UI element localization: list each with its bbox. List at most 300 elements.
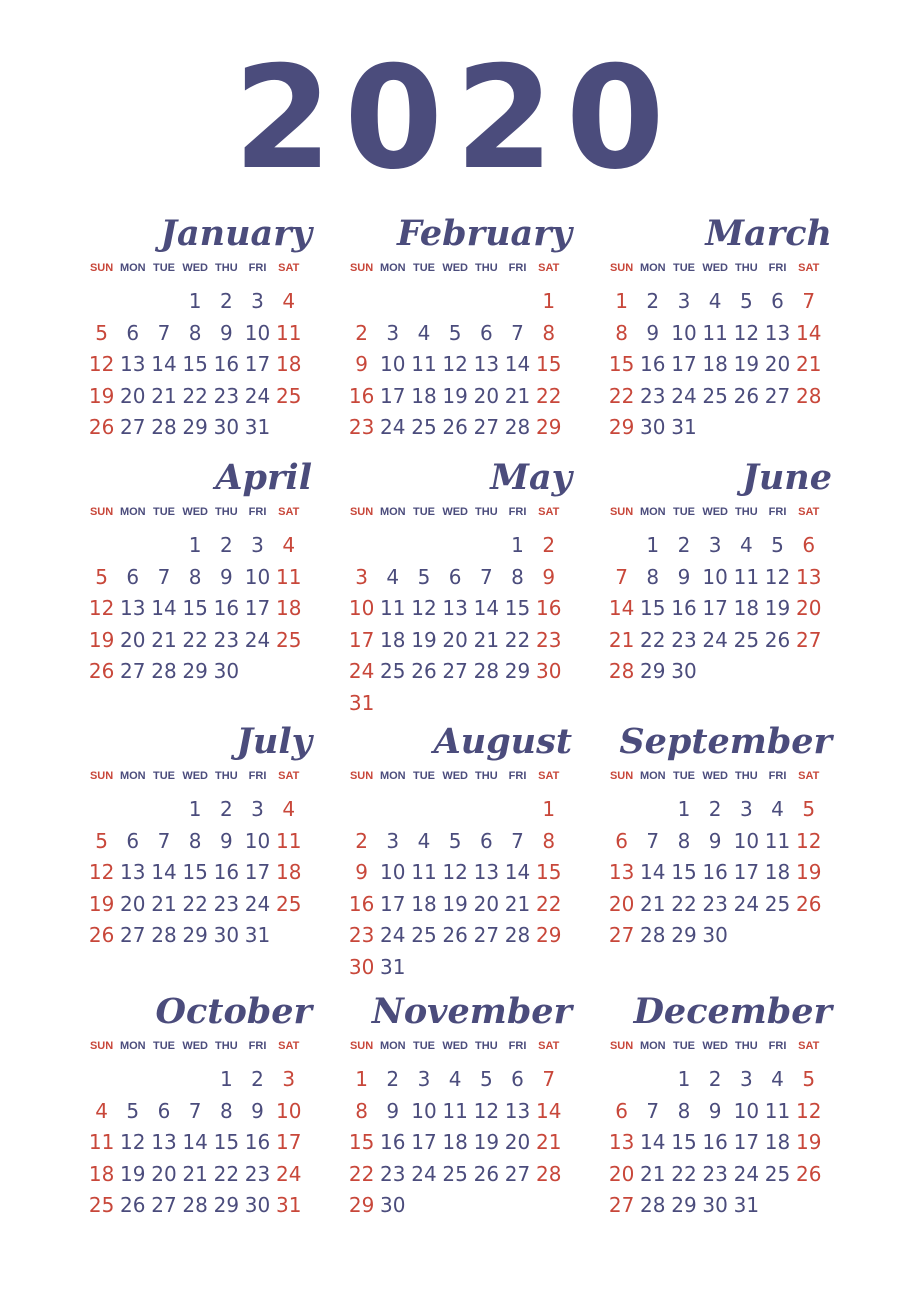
day-cell: 22 [348, 1161, 375, 1186]
day-cell: 20 [151, 1161, 177, 1186]
empty-cell [502, 286, 533, 318]
empty-cell [637, 794, 668, 826]
day-cell: 20 [473, 891, 500, 916]
day-cell: 21 [151, 383, 177, 408]
day-cell: 29 [182, 923, 208, 947]
weekday-header [606, 764, 836, 794]
day-cell: 10 [244, 828, 271, 853]
day-cell: 9 [677, 564, 691, 589]
day-cell: 10 [348, 596, 375, 620]
weekday-label: WED [702, 770, 728, 782]
day-cell: 2 [219, 289, 233, 313]
day-cell: 3 [417, 1067, 431, 1091]
day-cell: 4 [417, 828, 431, 853]
day-cell: 4 [386, 564, 400, 589]
day-cell: 30 [380, 1193, 406, 1217]
day-cell: 27 [608, 923, 635, 947]
day-cell: 1 [542, 797, 556, 821]
day-cell: 30 [244, 1193, 271, 1217]
day-cell: 26 [795, 1161, 822, 1186]
day-cell: 1 [646, 533, 660, 557]
weekday-label: WED [702, 1040, 728, 1052]
empty-cell [377, 794, 408, 826]
day-cell: 28 [151, 415, 177, 439]
days-grid [346, 1064, 576, 1222]
day-cell: 20 [608, 891, 635, 916]
days-grid [346, 286, 576, 444]
day-cell: 11 [442, 1098, 468, 1123]
day-cell: 3 [739, 797, 753, 821]
weekday-label: TUE [412, 770, 435, 782]
empty-cell [117, 1064, 148, 1096]
day-cell: 26 [733, 383, 760, 408]
day-cell: 9 [542, 564, 556, 589]
weekday-label: SUN [349, 506, 374, 518]
day-cell: 6 [771, 289, 784, 313]
day-cell: 27 [151, 1193, 177, 1217]
day-cell: 31 [244, 415, 271, 439]
weekday-label: TUE [672, 1040, 695, 1052]
day-cell: 5 [126, 1098, 140, 1123]
day-cell: 7 [542, 1067, 556, 1091]
weekday-label: WED [182, 262, 208, 274]
day-cell: 8 [188, 564, 202, 589]
weekday-header [346, 1034, 576, 1064]
day-cell: 25 [702, 383, 728, 408]
weekday-header [346, 256, 576, 286]
day-cell: 24 [244, 627, 271, 652]
weekday-label: SAT [798, 262, 820, 274]
weekday-label: FRI [248, 1040, 267, 1052]
day-cell: 2 [386, 1067, 400, 1091]
day-cell: 18 [411, 383, 437, 408]
day-cell: 16 [213, 860, 240, 884]
day-cell: 28 [504, 923, 531, 947]
day-cell: 23 [702, 891, 728, 916]
day-cell: 19 [442, 891, 468, 916]
day-cell: 13 [473, 860, 500, 884]
month-name: January [160, 213, 312, 254]
weekday-label: FRI [248, 262, 267, 274]
month-name: May [490, 457, 572, 498]
day-cell: 9 [219, 320, 233, 345]
day-cell: 9 [355, 352, 368, 376]
day-cell: 14 [795, 320, 822, 345]
day-cell: 11 [764, 828, 791, 853]
weekday-header [606, 256, 836, 286]
day-cell: 19 [442, 383, 468, 408]
day-cell: 27 [795, 627, 822, 652]
day-cell: 1 [355, 1067, 368, 1091]
day-cell: 17 [733, 860, 760, 884]
day-cell: 26 [442, 923, 468, 947]
day-cell: 14 [535, 1098, 562, 1123]
day-cell: 14 [151, 352, 177, 376]
day-cell: 25 [442, 1161, 468, 1186]
empty-cell [637, 1064, 668, 1096]
day-cell: 8 [542, 320, 556, 345]
weekday-label: MON [119, 506, 146, 518]
month-november [346, 990, 576, 1222]
day-cell: 10 [244, 564, 271, 589]
day-cell: 4 [448, 1067, 462, 1091]
empty-cell [346, 530, 377, 562]
day-cell: 6 [615, 828, 628, 853]
day-cell: 28 [473, 659, 500, 683]
weekday-label: WED [442, 506, 468, 518]
day-cell: 23 [380, 1161, 406, 1186]
weekday-label: MON [639, 506, 666, 518]
day-cell: 18 [764, 860, 791, 884]
weekday-label: THU [215, 506, 238, 518]
days-grid [606, 530, 836, 688]
day-cell: 1 [188, 797, 202, 821]
day-cell: 22 [504, 627, 531, 652]
day-cell: 2 [542, 533, 556, 557]
day-cell: 25 [88, 1193, 115, 1217]
day-cell: 5 [479, 1067, 493, 1091]
day-cell: 23 [640, 383, 666, 408]
empty-cell [471, 286, 502, 318]
day-cell: 9 [646, 320, 660, 345]
day-cell: 26 [411, 659, 437, 683]
day-cell: 6 [511, 1067, 524, 1091]
day-cell: 18 [88, 1161, 115, 1186]
day-cell: 12 [442, 352, 468, 376]
day-cell: 21 [182, 1161, 208, 1186]
day-cell: 24 [733, 1161, 760, 1186]
day-cell: 24 [733, 891, 760, 916]
empty-cell [148, 794, 179, 826]
day-cell: 20 [795, 596, 822, 620]
weekday-label: THU [475, 506, 498, 518]
day-cell: 12 [411, 596, 437, 620]
weekday-label: MON [639, 770, 666, 782]
day-cell: 28 [640, 1193, 666, 1217]
day-cell: 27 [473, 415, 500, 439]
day-cell: 14 [151, 860, 177, 884]
day-cell: 1 [219, 1067, 233, 1091]
day-cell: 21 [504, 891, 531, 916]
day-cell: 15 [671, 860, 697, 884]
day-cell: 27 [764, 383, 791, 408]
day-cell: 18 [442, 1130, 468, 1154]
day-cell: 3 [708, 533, 722, 557]
day-cell: 3 [251, 797, 264, 821]
day-cell: 23 [213, 891, 240, 916]
weekday-label: MON [119, 262, 146, 274]
day-cell: 26 [88, 415, 115, 439]
day-cell: 19 [473, 1130, 500, 1154]
day-cell: 2 [708, 1067, 722, 1091]
day-cell: 15 [535, 860, 562, 884]
weekday-label: TUE [412, 1040, 435, 1052]
day-cell: 15 [640, 596, 666, 620]
weekday-header [86, 764, 316, 794]
weekday-label: SUN [89, 1040, 114, 1052]
month-december [606, 990, 836, 1222]
weekday-label: TUE [672, 506, 695, 518]
day-cell: 3 [739, 1067, 753, 1091]
day-cell: 16 [640, 352, 666, 376]
day-cell: 23 [213, 383, 240, 408]
day-cell: 8 [188, 320, 202, 345]
day-cell: 13 [608, 860, 635, 884]
day-cell: 4 [771, 1067, 784, 1091]
day-cell: 24 [671, 383, 697, 408]
day-cell: 18 [275, 860, 302, 884]
weekday-label: TUE [672, 770, 695, 782]
day-cell: 2 [251, 1067, 264, 1091]
day-cell: 13 [120, 860, 146, 884]
month-name: February [396, 213, 572, 254]
weekday-header [346, 500, 576, 530]
weekday-label: TUE [152, 1040, 175, 1052]
month-name: April [215, 457, 312, 498]
weekday-label: THU [475, 262, 498, 274]
day-cell: 29 [671, 923, 697, 947]
day-cell: 11 [733, 564, 760, 589]
day-cell: 19 [733, 352, 760, 376]
month-may [346, 456, 576, 719]
day-cell: 27 [473, 923, 500, 947]
day-cell: 11 [411, 352, 437, 376]
weekday-label: SAT [538, 262, 560, 274]
weekday-label: TUE [672, 262, 695, 274]
empty-cell [148, 530, 179, 562]
day-cell: 8 [355, 1098, 368, 1123]
day-cell: 7 [646, 828, 660, 853]
day-cell: 14 [608, 596, 635, 620]
weekday-label: WED [442, 770, 468, 782]
empty-cell [180, 1064, 211, 1096]
day-cell: 21 [504, 383, 531, 408]
day-cell: 7 [157, 828, 171, 853]
empty-cell [148, 1064, 179, 1096]
weekday-header [86, 1034, 316, 1064]
day-cell: 13 [795, 564, 822, 589]
empty-cell [502, 794, 533, 826]
day-cell: 13 [442, 596, 468, 620]
day-cell: 16 [213, 352, 240, 376]
day-cell: 6 [479, 828, 493, 853]
weekday-label: SUN [609, 506, 634, 518]
weekday-label: MON [379, 506, 406, 518]
day-cell: 5 [95, 320, 108, 345]
weekday-label: FRI [768, 770, 787, 782]
day-cell: 8 [646, 564, 660, 589]
day-cell: 15 [608, 352, 635, 376]
day-cell: 8 [677, 828, 691, 853]
day-cell: 16 [535, 596, 562, 620]
weekday-label: MON [119, 770, 146, 782]
day-cell: 18 [275, 352, 302, 376]
day-cell: 9 [355, 860, 368, 884]
day-cell: 29 [640, 659, 666, 683]
day-cell: 3 [251, 289, 264, 313]
day-cell: 19 [764, 596, 791, 620]
weekday-label: WED [182, 770, 208, 782]
day-cell: 11 [275, 828, 302, 853]
day-cell: 8 [542, 828, 556, 853]
day-cell: 29 [504, 659, 531, 683]
day-cell: 31 [348, 690, 375, 715]
day-cell: 25 [411, 415, 437, 439]
day-cell: 4 [771, 797, 784, 821]
day-cell: 24 [380, 415, 406, 439]
days-grid [606, 794, 836, 952]
weekday-label: TUE [412, 506, 435, 518]
weekday-label: MON [379, 262, 406, 274]
day-cell: 11 [275, 320, 302, 345]
day-cell: 16 [702, 1130, 728, 1154]
day-cell: 5 [448, 828, 462, 853]
day-cell: 31 [380, 954, 406, 979]
day-cell: 12 [120, 1130, 146, 1154]
weekday-label: FRI [768, 1040, 787, 1052]
day-cell: 19 [411, 627, 437, 652]
day-cell: 10 [380, 860, 406, 884]
day-cell: 3 [386, 320, 400, 345]
day-cell: 15 [348, 1130, 375, 1154]
day-cell: 18 [380, 627, 406, 652]
weekday-header [606, 500, 836, 530]
weekday-label: TUE [412, 262, 435, 274]
day-cell: 6 [615, 1098, 628, 1123]
empty-cell [408, 794, 439, 826]
weekday-label: FRI [508, 506, 527, 518]
month-february [346, 212, 576, 444]
weekday-label: FRI [768, 506, 787, 518]
weekday-label: THU [475, 1040, 498, 1052]
day-cell: 19 [795, 1130, 822, 1154]
month-september [606, 720, 836, 952]
weekday-label: THU [475, 770, 498, 782]
day-cell: 9 [251, 1098, 264, 1123]
weekday-label: WED [182, 1040, 208, 1052]
weekday-label: MON [639, 262, 666, 274]
day-cell: 12 [733, 320, 760, 345]
weekday-label: MON [119, 1040, 146, 1052]
month-name: October [155, 991, 312, 1032]
days-grid [86, 794, 316, 952]
day-cell: 30 [702, 923, 728, 947]
days-grid [606, 286, 836, 444]
day-cell: 19 [88, 891, 115, 916]
month-name: March [705, 213, 832, 254]
day-cell: 6 [157, 1098, 171, 1123]
weekday-label: SUN [609, 770, 634, 782]
weekday-label: SAT [278, 262, 300, 274]
weekday-label: THU [215, 770, 238, 782]
day-cell: 10 [380, 352, 406, 376]
day-cell: 10 [733, 1098, 760, 1123]
weekday-label: SUN [349, 770, 374, 782]
day-cell: 3 [386, 828, 400, 853]
day-cell: 24 [244, 891, 271, 916]
weekday-label: THU [215, 262, 238, 274]
weekday-label: WED [182, 506, 208, 518]
day-cell: 26 [442, 415, 468, 439]
day-cell: 20 [120, 627, 146, 652]
weekday-label: WED [702, 506, 728, 518]
day-cell: 16 [348, 383, 375, 408]
day-cell: 14 [640, 1130, 666, 1154]
day-cell: 20 [473, 383, 500, 408]
day-cell: 24 [275, 1161, 302, 1186]
day-cell: 29 [535, 923, 562, 947]
weekday-header [86, 256, 316, 286]
weekday-header [346, 764, 576, 794]
day-cell: 25 [411, 923, 437, 947]
day-cell: 6 [448, 564, 462, 589]
day-cell: 1 [677, 797, 691, 821]
month-name: June [742, 457, 832, 498]
day-cell: 29 [671, 1193, 697, 1217]
day-cell: 13 [120, 352, 146, 376]
day-cell: 2 [219, 533, 233, 557]
day-cell: 29 [213, 1193, 240, 1217]
day-cell: 1 [188, 533, 202, 557]
day-cell: 17 [702, 596, 728, 620]
days-grid [606, 1064, 836, 1222]
day-cell: 18 [702, 352, 728, 376]
day-cell: 26 [764, 627, 791, 652]
empty-cell [117, 794, 148, 826]
day-cell: 30 [213, 415, 240, 439]
day-cell: 24 [244, 383, 271, 408]
day-cell: 4 [282, 797, 296, 821]
day-cell: 6 [126, 320, 140, 345]
day-cell: 19 [88, 383, 115, 408]
day-cell: 26 [88, 659, 115, 683]
day-cell: 7 [802, 289, 816, 313]
day-cell: 12 [795, 1098, 822, 1123]
day-cell: 28 [535, 1161, 562, 1186]
empty-cell [440, 530, 471, 562]
day-cell: 26 [473, 1161, 500, 1186]
day-cell: 9 [219, 828, 233, 853]
day-cell: 17 [244, 860, 271, 884]
day-cell: 12 [795, 828, 822, 853]
day-cell: 18 [733, 596, 760, 620]
day-cell: 14 [504, 352, 531, 376]
weekday-label: SUN [89, 262, 114, 274]
days-grid [86, 530, 316, 688]
day-cell: 11 [275, 564, 302, 589]
day-cell: 20 [120, 891, 146, 916]
day-cell: 3 [251, 533, 264, 557]
day-cell: 21 [151, 627, 177, 652]
day-cell: 15 [213, 1130, 240, 1154]
day-cell: 24 [702, 627, 728, 652]
day-cell: 28 [151, 659, 177, 683]
day-cell: 8 [677, 1098, 691, 1123]
day-cell: 15 [182, 860, 208, 884]
day-cell: 8 [188, 828, 202, 853]
day-cell: 31 [275, 1193, 302, 1217]
day-cell: 23 [348, 415, 375, 439]
empty-cell [346, 286, 377, 318]
day-cell: 3 [355, 564, 368, 589]
day-cell: 25 [275, 383, 302, 408]
day-cell: 30 [535, 659, 562, 683]
day-cell: 4 [708, 289, 722, 313]
day-cell: 3 [282, 1067, 296, 1091]
day-cell: 24 [380, 923, 406, 947]
weekday-label: MON [379, 770, 406, 782]
day-cell: 30 [640, 415, 666, 439]
